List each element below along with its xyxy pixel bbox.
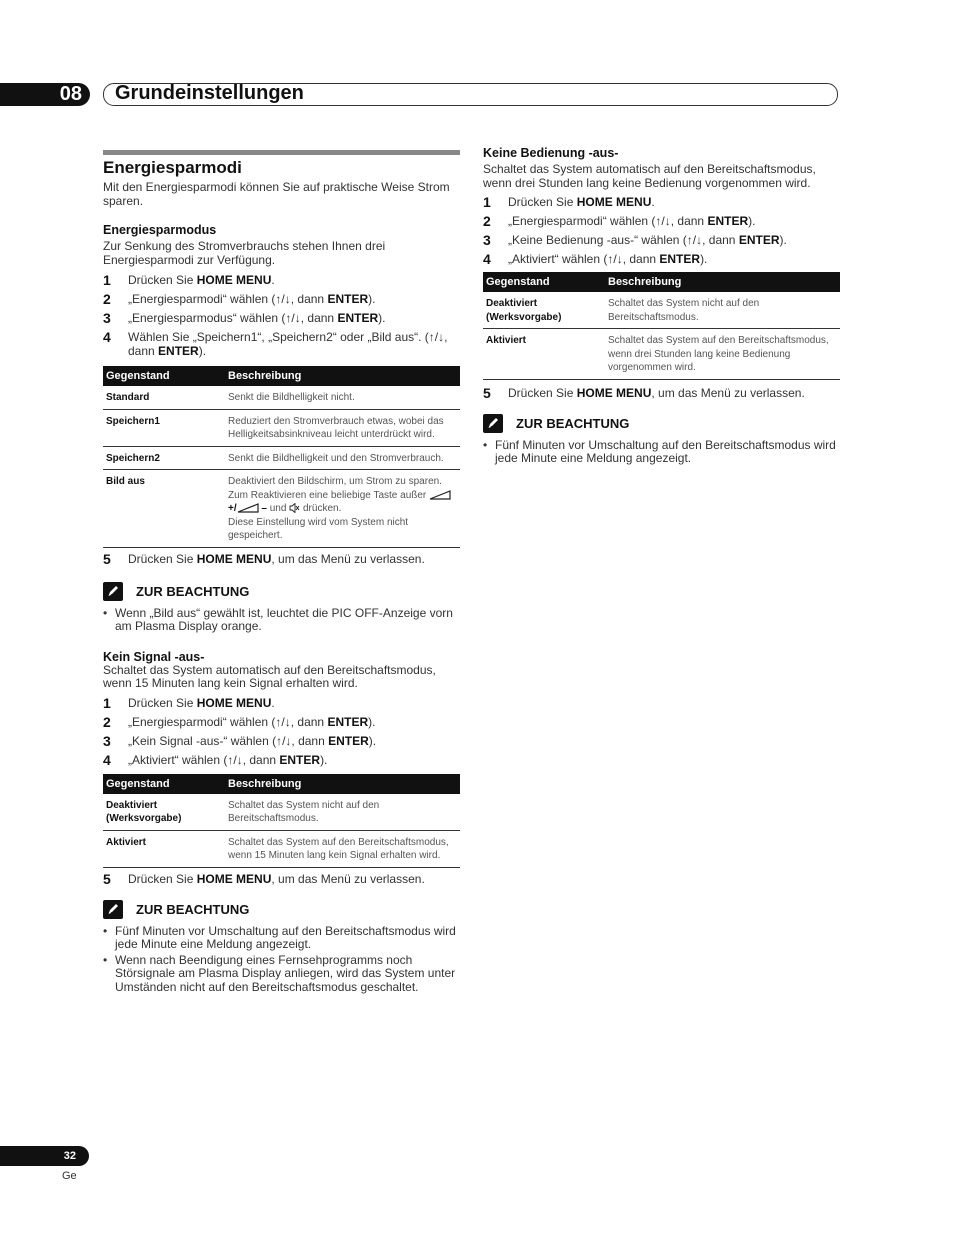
page-number: 32 <box>63 1150 76 1162</box>
step-number: 4 <box>103 751 111 768</box>
table-header-row <box>103 366 460 386</box>
table-cell-item: Deaktiviert (Werksvorgabe) <box>103 794 228 831</box>
step-number: 1 <box>103 694 111 711</box>
step-number: 2 <box>483 213 491 229</box>
note-title: ZUR BEACHTUNG <box>516 415 630 431</box>
step-item <box>103 311 460 325</box>
step-text: Drücken Sie HOME MENU, um das Menü zu verlassen. <box>128 551 425 566</box>
chapter-number: 08 <box>59 83 82 105</box>
step-item <box>483 214 840 228</box>
step-number: 4 <box>483 251 491 267</box>
table-row <box>103 470 460 548</box>
volume-up-icon <box>429 490 451 500</box>
step-number: 2 <box>103 713 111 730</box>
note-bullet: • Wenn „Bild aus“ gewählt ist, leuchtet die PIC OFF-Anzeige vorn am Plasma Display orange. <box>103 605 453 633</box>
note-pencil-icon <box>103 582 123 601</box>
step-number: 3 <box>103 310 111 326</box>
step-item <box>483 386 840 400</box>
table-cell-item: Aktiviert <box>483 329 608 380</box>
note-bullet: • Fünf Minuten vor Umschaltung auf den Bereitschaftsmodus wird jede Minute eine Meldung angezeigt. <box>103 923 456 951</box>
step-text: „Energiesparmodus“ wählen (↑/↓, dann ENTER). <box>128 311 386 325</box>
step-number: 4 <box>103 329 111 345</box>
keine-bedienung-steps <box>483 195 840 266</box>
note-bullet: • Fünf Minuten vor Umschaltung auf den Bereitschaftsmodus wird jede Minute eine Meldung angezeigt. <box>483 437 836 465</box>
energiesparmodus-table <box>103 366 460 548</box>
table-header: Beschreibung <box>228 366 460 386</box>
energiesparmodus-steps <box>103 273 460 358</box>
step-text: „Aktiviert“ wählen (↑/↓, dann ENTER). <box>128 752 328 767</box>
table-cell-item: Standard <box>103 386 228 409</box>
keine-bedienung-table <box>483 272 840 380</box>
step-number: 3 <box>103 732 111 749</box>
step-text: Drücken Sie HOME MENU. <box>128 273 275 287</box>
step-text: Drücken Sie HOME MENU, um das Menü zu verlassen. <box>128 871 425 886</box>
note-bullets <box>103 925 460 995</box>
note-pencil-icon <box>483 414 503 433</box>
step-text: Drücken Sie HOME MENU, um das Menü zu verlassen. <box>508 385 805 400</box>
page-number-tab <box>0 1146 89 1166</box>
language-code: Ge <box>62 1170 77 1182</box>
step-number: 1 <box>103 272 111 288</box>
note-header <box>103 582 460 601</box>
note-box <box>103 582 460 634</box>
step-item <box>103 872 460 886</box>
step-item <box>103 292 460 306</box>
step-item <box>483 195 840 209</box>
note-bullet: • Wenn nach Beendigung eines Fernsehprogramms noch Störsignale am Plasma Display anliegen, wird das System unter Umständen nicht auf den Bereitschaftsmodus geschaltet. <box>103 952 456 994</box>
step-text: „Energiesparmodi“ wählen (↑/↓, dann ENTER). <box>508 214 756 228</box>
chapter-number-tab <box>0 83 90 106</box>
step-item <box>483 252 840 266</box>
step-item <box>103 734 460 748</box>
right-column <box>483 146 840 468</box>
step-text: Drücken Sie HOME MENU. <box>128 695 275 710</box>
table-header: Gegenstand <box>483 272 608 292</box>
table-cell-item: Speichern1 <box>103 409 228 446</box>
table-cell-item: Bild aus <box>103 470 228 548</box>
step-number: 5 <box>483 384 491 401</box>
table-cell-item: Aktiviert <box>103 830 228 867</box>
step-item <box>483 233 840 247</box>
section-rule <box>103 150 460 155</box>
volume-down-icon <box>237 503 259 513</box>
note-header <box>483 414 840 433</box>
kein-signal-steps <box>103 696 460 767</box>
step-text: Drücken Sie HOME MENU. <box>508 195 655 209</box>
table-row <box>103 409 460 446</box>
step-number: 1 <box>483 194 491 210</box>
kein-signal-desc: Schaltet das System automatisch auf den Bereitschaftsmodus, wenn 15 Minuten lang kein Signal erhalten wird. <box>103 662 436 690</box>
step-number: 5 <box>103 870 111 887</box>
table-row <box>103 386 460 409</box>
table-row <box>103 446 460 470</box>
note-box <box>103 900 460 995</box>
table-header: Beschreibung <box>608 272 840 292</box>
chapter-title: Grundeinstellungen <box>115 82 304 104</box>
note-header <box>103 900 460 919</box>
table-row <box>483 292 840 329</box>
table-cell-desc: Senkt die Bildhelligkeit nicht. <box>228 386 460 409</box>
kein-signal-table <box>103 774 460 868</box>
step-item <box>103 273 460 287</box>
step-text: „Keine Bedienung -aus-“ wählen (↑/↓, dann ENTER). <box>508 233 787 247</box>
step-item <box>103 552 460 566</box>
note-title: ZUR BEACHTUNG <box>136 901 250 917</box>
step-number: 2 <box>103 291 111 307</box>
table-cell-desc: Reduziert den Stromverbrauch etwas, wobei das Helligkeitsabsinkniveau leicht unterdrückt wird. <box>228 409 460 446</box>
step-item <box>103 330 460 358</box>
table-row <box>103 794 460 831</box>
step-item <box>103 696 460 710</box>
mute-icon <box>289 503 300 513</box>
note-bullets <box>103 607 460 634</box>
left-column <box>103 150 460 996</box>
table-header: Gegenstand <box>103 366 228 386</box>
step-text: Wählen Sie „Speichern1“, „Speichern2“ oder „Bild aus“. (↑/↓, dann ENTER). <box>128 330 448 358</box>
kein-signal-heading: Kein Signal -aus- <box>103 649 205 664</box>
note-box <box>483 414 840 466</box>
table-row <box>103 830 460 867</box>
keine-bedienung-desc: Schaltet das System automatisch auf den Bereitschaftsmodus, wenn drei Stunden lang keine Bedienung vorgenommen wird. <box>483 162 816 190</box>
step-text: „Energiesparmodi“ wählen (↑/↓, dann ENTER). <box>128 292 376 306</box>
keine-bedienung-heading: Keine Bedienung -aus- <box>483 146 619 160</box>
table-cell-desc: Schaltet das System nicht auf den Bereitschaftsmodus. <box>608 292 840 329</box>
table-cell-desc: Schaltet das System auf den Bereitschaftsmodus, wenn drei Stunden lang keine Bedienung vorgenommen wird. <box>608 329 840 380</box>
table-cell-item: Deaktiviert (Werksvorgabe) <box>483 292 608 329</box>
step-number: 3 <box>483 232 491 248</box>
step-text: „Energiesparmodi“ wählen (↑/↓, dann ENTER). <box>128 714 376 729</box>
table-cell-desc: Schaltet das System auf den Bereitschaftsmodus, wenn 15 Minuten lang kein Signal erhalten wird. <box>228 830 460 867</box>
note-bullets <box>483 439 840 466</box>
step-item <box>103 715 460 729</box>
table-cell-desc: Senkt die Bildhelligkeit und den Stromverbrauch. <box>228 446 460 470</box>
note-pencil-icon <box>103 900 123 919</box>
table-cell-desc: Deaktiviert den Bildschirm, um Strom zu sparen. Zum Reaktivieren eine beliebige Taste außer +/ – und drücken. Diese Einstellung wird vom System nicht gespeichert. <box>228 470 460 548</box>
energiesparmodus-desc: Zur Senkung des Stromverbrauchs stehen Ihnen drei Energiesparmodi zur Verfügung. <box>103 239 386 267</box>
step-item <box>103 753 460 767</box>
energiesparmodus-heading: Energiesparmodus <box>103 223 217 237</box>
table-header: Beschreibung <box>228 774 460 794</box>
table-header: Gegenstand <box>103 774 228 794</box>
section-title: Energiesparmodi <box>103 158 242 177</box>
step-text: „Kein Signal -aus-“ wählen (↑/↓, dann ENTER). <box>128 733 377 748</box>
table-header-row <box>103 774 460 794</box>
step-text: „Aktiviert“ wählen (↑/↓, dann ENTER). <box>508 252 708 266</box>
table-cell-desc: Schaltet das System nicht auf den Bereitschaftsmodus. <box>228 794 460 831</box>
step-number: 5 <box>103 550 111 567</box>
section-intro: Mit den Energiesparmodi können Sie auf praktische Weise Strom sparen. <box>103 180 450 208</box>
table-row <box>483 329 840 380</box>
table-cell-item: Speichern2 <box>103 446 228 470</box>
table-header-row <box>483 272 840 292</box>
note-title: ZUR BEACHTUNG <box>136 583 250 599</box>
